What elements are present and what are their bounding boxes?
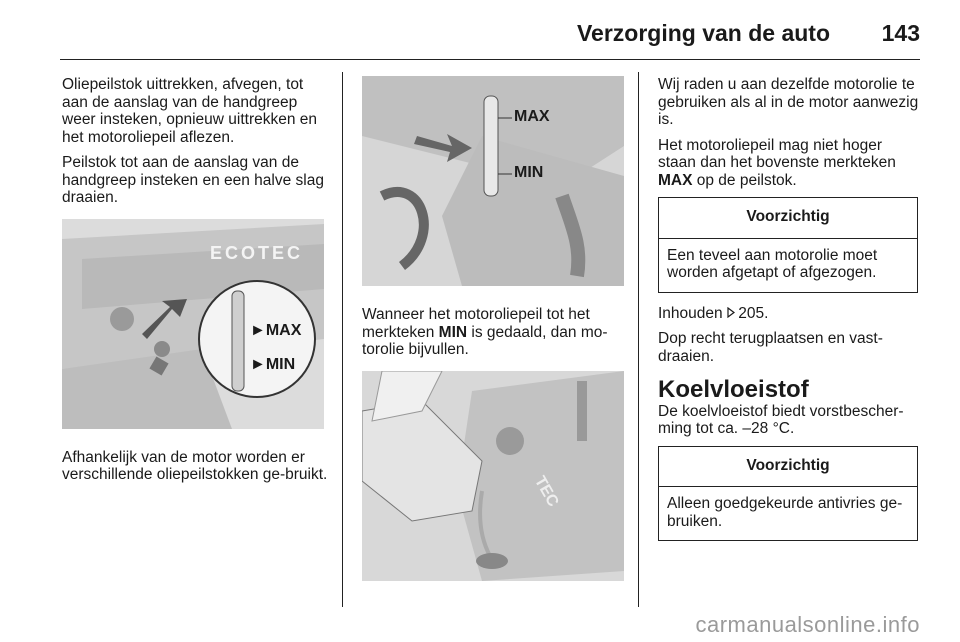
column-divider-2	[638, 72, 639, 607]
engine-cover-label: TEC	[530, 473, 562, 510]
cap-paragraph: Dop recht terugplaatsen en vast-draaien.	[658, 330, 883, 365]
min-mark-label: ►MIN	[250, 355, 296, 373]
oil-advice-paragraph: Wij raden u aan dezelfde motorolie te gebruiken als al in de motor aanwezig is.	[658, 76, 919, 128]
min-keyword: MIN	[438, 323, 468, 341]
page-number: 143	[881, 20, 920, 46]
dipstick-marks-figure	[362, 76, 624, 286]
instruction-paragraph-1: Oliepeilstok uittrekken, afvegen, tot aan de aanslag van de handgreep weer insteken, opnieuw uittrekken en het motoroliepeil aflezen.	[62, 76, 318, 146]
max-level-paragraph: Het motoroliepeil mag niet hoger staan dan het bovenste merkteken MAX op de peilstok.	[658, 136, 896, 189]
dipstick-engine-figure	[62, 219, 324, 429]
column-divider-1	[342, 72, 343, 607]
reference-triangle-icon	[727, 308, 734, 318]
caution-box-oil	[658, 197, 918, 293]
caution-title: Voorzichtig	[659, 447, 917, 488]
oil-refill-figure	[362, 371, 624, 581]
engine-cover-label: ECOTEC	[210, 242, 304, 263]
max-mark-label: ►MAX	[250, 321, 302, 339]
min-mark-label: MIN	[514, 164, 544, 181]
page-title: Verzorging van de auto	[576, 20, 830, 46]
section-heading: Koelvloeistof	[658, 376, 809, 403]
watermark: carmanualsonline.info	[695, 612, 920, 637]
refill-paragraph: Wanneer het motoroliepeil tot het merkteken MIN is gedaald, dan mo-torolie bijvullen.	[362, 306, 608, 358]
page-header	[60, 14, 920, 60]
header-rule	[60, 59, 920, 60]
caution-box-coolant	[658, 446, 918, 542]
coolant-paragraph: De koelvloeistof biedt vorstbescher-ming tot ca. –28 °C.	[658, 402, 904, 437]
capacity-reference: Inhouden 205.	[658, 304, 769, 322]
column-1	[62, 76, 330, 492]
caution-title: Voorzichtig	[659, 198, 917, 239]
caution-text: Een teveel aan motorolie moet worden afgetapt of afgezogen.	[667, 246, 878, 281]
instruction-paragraph-2: Peilstok tot aan de aanslag van de handgreep insteken en een halve slag draaien.	[62, 154, 324, 206]
instruction-paragraph-3: Afhankelijk van de motor worden er verschillende oliepeilstokken ge-bruikt.	[62, 448, 328, 483]
column-3	[658, 76, 920, 553]
column-2	[362, 76, 624, 581]
max-keyword: MAX	[658, 171, 693, 189]
max-mark-label: MAX	[514, 108, 550, 125]
caution-text: Alleen goedgekeurde antivries ge-bruiken.	[667, 495, 903, 530]
